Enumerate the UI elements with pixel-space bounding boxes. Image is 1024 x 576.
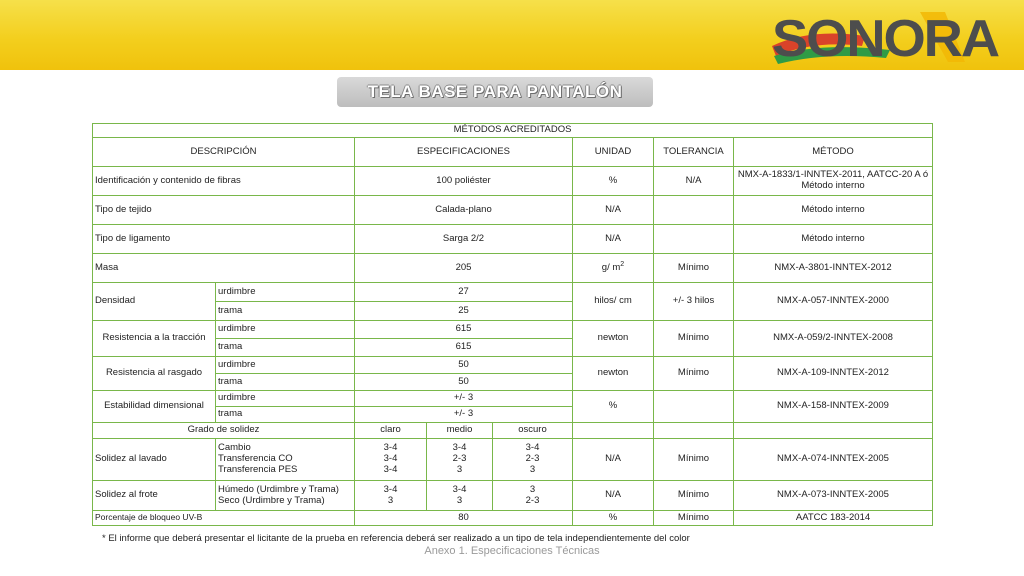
row-unit bbox=[573, 254, 654, 283]
row-tol: Mínimo bbox=[654, 321, 734, 357]
row-spec: 50 bbox=[355, 357, 573, 374]
row-method: NMX-A-073-INNTEX-2005 bbox=[734, 481, 933, 511]
row-sub: urdimbre bbox=[216, 283, 355, 302]
value-line: 2-3 bbox=[525, 453, 540, 465]
row-spec: 100 poliéster bbox=[355, 167, 573, 196]
row-desc: Solidez al lavado bbox=[93, 439, 216, 481]
header-especificaciones: ESPECIFICACIONES bbox=[355, 138, 573, 167]
specifications-table bbox=[92, 123, 933, 526]
row-spec: +/- 3 bbox=[355, 391, 573, 407]
row-method: NMX-A-1833/1-INNTEX-2011, AATCC-20 A ó Método interno bbox=[734, 167, 933, 196]
footnote: * El informe que deberá presentar el licitante de la prueba en referencia deberá ser realizado a un tipo de tela independientemente del color bbox=[102, 533, 690, 544]
table-row bbox=[93, 254, 933, 283]
table-row bbox=[93, 283, 933, 302]
row-sub: trama bbox=[216, 374, 355, 391]
row-desc: Masa bbox=[93, 254, 355, 283]
table-row bbox=[93, 423, 933, 439]
col-claro: claro bbox=[355, 423, 427, 439]
table-row bbox=[93, 439, 933, 481]
row-sub: urdimbre bbox=[216, 321, 355, 339]
row-desc: Solidez al frote bbox=[93, 481, 216, 511]
title-pill bbox=[337, 77, 653, 107]
row-spec: 27 bbox=[355, 283, 573, 302]
row-tol: N/A bbox=[654, 167, 734, 196]
row-unit: hilos/ cm bbox=[573, 283, 654, 321]
oscuro-values bbox=[493, 439, 573, 481]
row-spec: 50 bbox=[355, 374, 573, 391]
medio-values bbox=[427, 481, 493, 511]
value-line: 3-4 bbox=[383, 483, 398, 495]
row-sub bbox=[216, 481, 355, 511]
row-method: NMX-A-059/2-INNTEX-2008 bbox=[734, 321, 933, 357]
sub-line: Cambio bbox=[218, 442, 251, 454]
row-method: NMX-A-3801-INNTEX-2012 bbox=[734, 254, 933, 283]
row-sub: urdimbre bbox=[216, 357, 355, 374]
row-sub: urdimbre bbox=[216, 391, 355, 407]
sub-line: Seco (Urdimbre y Trama) bbox=[218, 494, 325, 506]
claro-values bbox=[355, 481, 427, 511]
row-tol: Mínimo bbox=[654, 357, 734, 391]
sub-line: Transferencia PES bbox=[218, 463, 298, 475]
row-tol: +/- 3 hilos bbox=[654, 283, 734, 321]
row-tol: Mínimo bbox=[654, 481, 734, 511]
claro-values bbox=[355, 439, 427, 481]
header-unidad: UNIDAD bbox=[573, 138, 654, 167]
sub-line: Transferencia CO bbox=[218, 453, 293, 465]
value-line: 3 bbox=[456, 463, 463, 475]
row-unit: newton bbox=[573, 357, 654, 391]
logo-text: SONORA bbox=[772, 10, 1000, 68]
row-method: NMX-A-158-INNTEX-2009 bbox=[734, 391, 933, 423]
row-spec: 615 bbox=[355, 339, 573, 357]
page-title: TELA BASE PARA PANTALÓN bbox=[367, 82, 623, 101]
row-unit: N/A bbox=[573, 481, 654, 511]
table-row bbox=[93, 357, 933, 374]
row-unit: N/A bbox=[573, 439, 654, 481]
table-row bbox=[93, 511, 933, 526]
row-desc: Tipo de tejido bbox=[93, 196, 355, 225]
oscuro-values bbox=[493, 481, 573, 511]
value-line: 3 bbox=[529, 463, 536, 475]
annex-label: Anexo 1. Especificaciones Técnicas bbox=[424, 545, 600, 557]
unit-superscript: 2 bbox=[620, 261, 625, 269]
row-tol: Mínimo bbox=[654, 439, 734, 481]
header-tolerancia: TOLERANCIA bbox=[654, 138, 734, 167]
row-spec: Calada-plano bbox=[355, 196, 573, 225]
value-line: 3-4 bbox=[383, 453, 398, 465]
row-desc: Estabilidad dimensional bbox=[93, 391, 216, 423]
value-line: 2-3 bbox=[452, 453, 467, 465]
row-method: NMX-A-057-INNTEX-2000 bbox=[734, 283, 933, 321]
table-caption: MÉTODOS ACREDITADOS bbox=[93, 124, 933, 138]
row-spec: 25 bbox=[355, 302, 573, 321]
row-tol bbox=[654, 225, 734, 254]
row-unit: % bbox=[573, 511, 654, 526]
row-sub: trama bbox=[216, 339, 355, 357]
row-unit: newton bbox=[573, 321, 654, 357]
row-desc: Resistencia a la tracción bbox=[93, 321, 216, 357]
value-line: 3-4 bbox=[383, 463, 398, 475]
table-row bbox=[93, 391, 933, 407]
row-tol bbox=[654, 196, 734, 225]
row-desc: Resistencia al rasgado bbox=[93, 357, 216, 391]
value-line: 3-4 bbox=[452, 442, 467, 454]
row-method: AATCC 183-2014 bbox=[734, 511, 933, 526]
row-sub bbox=[216, 439, 355, 481]
row-desc: Tipo de ligamento bbox=[93, 225, 355, 254]
row-method: NMX-A-074-INNTEX-2005 bbox=[734, 439, 933, 481]
row-desc: Densidad bbox=[93, 283, 216, 321]
value-line: 3-4 bbox=[525, 442, 540, 454]
row-tol bbox=[654, 391, 734, 423]
row-unit: % bbox=[573, 167, 654, 196]
table-row bbox=[93, 481, 933, 511]
row-unit: N/A bbox=[573, 196, 654, 225]
value-line: 3-4 bbox=[383, 442, 398, 454]
row-unit: % bbox=[573, 391, 654, 423]
row-tol: Mínimo bbox=[654, 511, 734, 526]
row-unit: N/A bbox=[573, 225, 654, 254]
row-desc: Identificación y contenido de fibras bbox=[93, 167, 355, 196]
header-metodo: MÉTODO bbox=[734, 138, 933, 167]
value-line: 3-4 bbox=[452, 483, 467, 495]
row-sub: trama bbox=[216, 407, 355, 423]
unit-text: g/ m bbox=[601, 262, 621, 274]
row-method: NMX-A-109-INNTEX-2012 bbox=[734, 357, 933, 391]
value-line: 3 bbox=[456, 494, 463, 506]
row-desc: Grado de solidez bbox=[93, 423, 355, 439]
table-row bbox=[93, 225, 933, 254]
col-medio: medio bbox=[427, 423, 493, 439]
row-sub: trama bbox=[216, 302, 355, 321]
sub-line: Húmedo (Urdimbre y Trama) bbox=[218, 483, 339, 495]
value-line: 3 bbox=[529, 483, 536, 495]
row-spec: 80 bbox=[355, 511, 573, 526]
medio-values bbox=[427, 439, 493, 481]
table-row bbox=[93, 167, 933, 196]
row-spec: Sarga 2/2 bbox=[355, 225, 573, 254]
row-spec: 615 bbox=[355, 321, 573, 339]
sonora-logo bbox=[770, 6, 1010, 68]
row-tol: Mínimo bbox=[654, 254, 734, 283]
row-method: Método interno bbox=[734, 196, 933, 225]
row-spec: 205 bbox=[355, 254, 573, 283]
header-descripcion: DESCRIPCIÓN bbox=[93, 138, 355, 167]
value-line: 3 bbox=[387, 494, 394, 506]
value-line: 2-3 bbox=[525, 494, 540, 506]
row-method: Método interno bbox=[734, 225, 933, 254]
col-oscuro: oscuro bbox=[493, 423, 573, 439]
table-row bbox=[93, 321, 933, 339]
row-spec: +/- 3 bbox=[355, 407, 573, 423]
row-desc: Porcentaje de bloqueo UV-B bbox=[93, 511, 355, 526]
table-row bbox=[93, 196, 933, 225]
